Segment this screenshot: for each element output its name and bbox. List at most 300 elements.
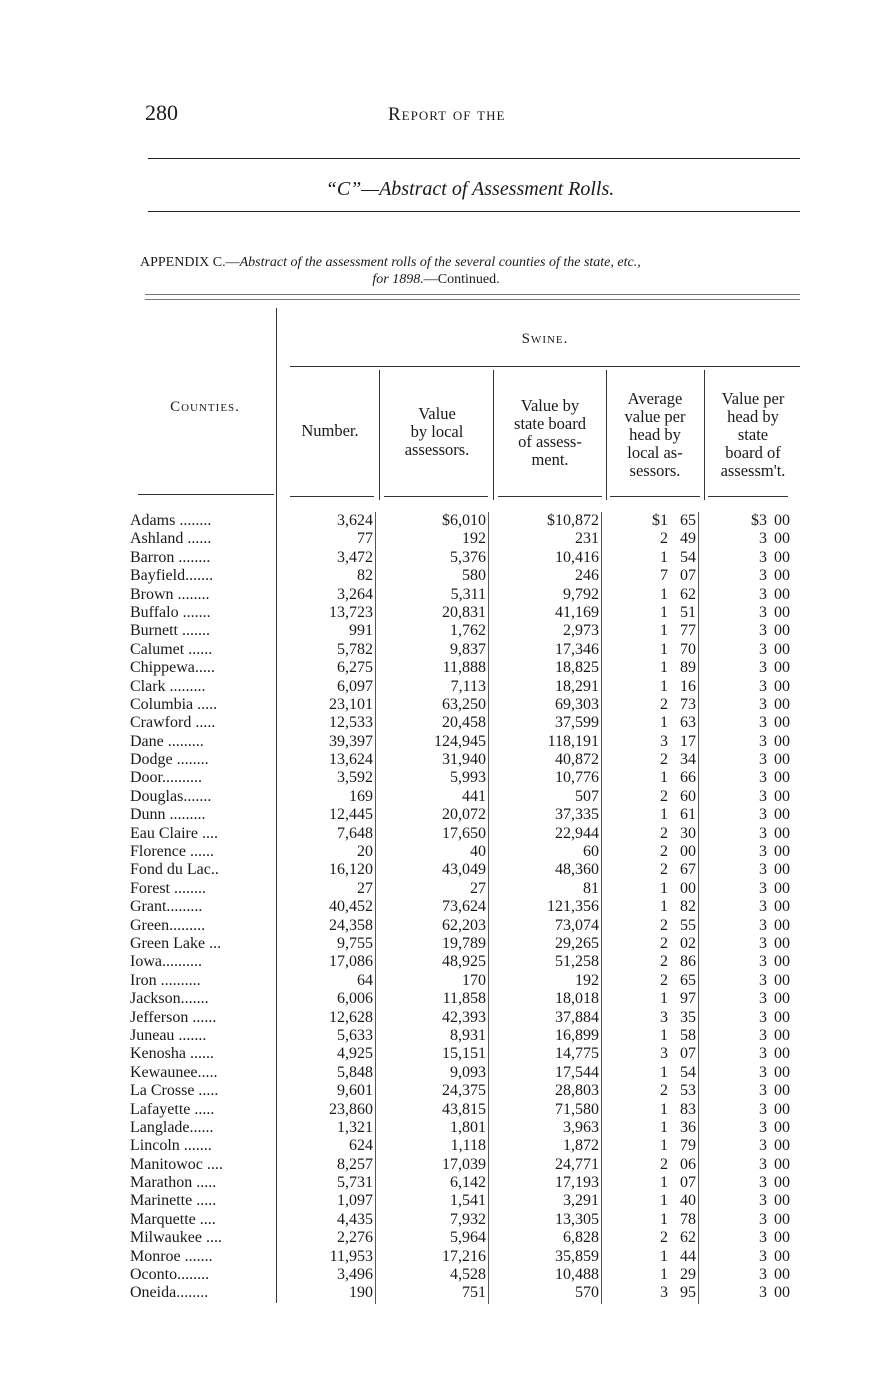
per-head-state-cents: 00 xyxy=(774,769,790,787)
per-head-state-dollars: 3 xyxy=(759,1155,767,1173)
average-local-dollars: 1 xyxy=(660,548,668,566)
value-by-local-assessors: 5,964 xyxy=(450,1229,486,1247)
value-by-state-board: 121,356 xyxy=(547,898,599,916)
value-by-local-assessors: 20,831 xyxy=(442,603,486,621)
page-number: 280 xyxy=(145,100,178,125)
county-name: Adams ........ xyxy=(130,512,212,529)
per-head-state-cents: 00 xyxy=(774,677,790,695)
average-local-cents: 36 xyxy=(680,1118,696,1136)
value-by-local-assessors: 1,541 xyxy=(450,1192,486,1210)
swine-number: 3,624 xyxy=(337,512,373,529)
county-name: Milwaukee .... xyxy=(130,1229,222,1247)
per-head-state-cents: 00 xyxy=(774,787,790,805)
swine-number: 4,435 xyxy=(337,1210,373,1228)
body-rule-avg xyxy=(698,512,699,1304)
average-local-dollars: 1 xyxy=(660,1118,668,1136)
county-name: Marathon ..... xyxy=(130,1174,217,1192)
swine-number: 82 xyxy=(357,567,373,585)
county-name: Monroe ....... xyxy=(130,1247,213,1265)
average-local-dollars: 1 xyxy=(660,1266,668,1284)
value-by-local-assessors: 42,393 xyxy=(442,1008,486,1026)
average-local-cents: 44 xyxy=(680,1247,696,1265)
value-by-state-board: 17,193 xyxy=(555,1174,599,1192)
value-by-state-board: 3,291 xyxy=(563,1192,599,1210)
table-row xyxy=(0,1082,872,1100)
value-by-local-assessors: 73,624 xyxy=(442,898,486,916)
table-row xyxy=(0,1229,872,1247)
col-rule-local xyxy=(493,370,494,500)
per-head-state-cents: 00 xyxy=(774,622,790,640)
per-head-state-cents: 00 xyxy=(774,640,790,658)
swine-number: 64 xyxy=(357,971,373,989)
per-head-state-cents: 00 xyxy=(774,898,790,916)
value-by-state-board: 231 xyxy=(575,530,599,548)
appendix-continued: —Continued. xyxy=(423,272,500,287)
per-head-state-cents: 00 xyxy=(774,1063,790,1081)
per-head-state-dollars: 3 xyxy=(759,971,767,989)
header-line: Value per xyxy=(721,389,785,408)
value-by-local-assessors: 1,801 xyxy=(450,1118,486,1136)
swine-number: 20 xyxy=(357,843,373,861)
value-by-local-assessors: 63,250 xyxy=(442,695,486,713)
average-local-dollars: 2 xyxy=(660,971,668,989)
value-by-state-board: 13,305 xyxy=(555,1210,599,1228)
county-name: Langlade...... xyxy=(130,1118,214,1136)
county-name: Dodge ........ xyxy=(130,751,209,769)
value-by-local-assessors: 580 xyxy=(462,567,486,585)
per-head-state-cents: 00 xyxy=(774,971,790,989)
header-line: of assess- xyxy=(518,432,582,451)
table-row xyxy=(0,512,872,530)
per-head-state-dollars: 3 xyxy=(759,787,767,805)
per-head-state-dollars: 3 xyxy=(759,769,767,787)
counties-column-header: Counties. xyxy=(170,399,240,415)
value-by-state-board: 18,825 xyxy=(555,659,599,677)
value-by-local-assessors: 5,993 xyxy=(450,769,486,787)
per-head-state-cents: 00 xyxy=(774,824,790,842)
average-local-cents: 62 xyxy=(680,585,696,603)
swine-number: 6,275 xyxy=(337,659,373,677)
swine-number: 190 xyxy=(349,1284,373,1302)
table-row xyxy=(0,1192,872,1210)
average-local-cents: 00 xyxy=(680,843,696,861)
table-row xyxy=(0,917,872,935)
average-local-dollars: 3 xyxy=(660,1045,668,1063)
county-name: Marinette ..... xyxy=(130,1192,217,1210)
value-by-local-assessors: 20,458 xyxy=(442,714,486,732)
table-row xyxy=(0,659,872,677)
per-head-state-cents: 00 xyxy=(774,732,790,750)
table-row xyxy=(0,549,872,567)
value-by-state-board: 17,544 xyxy=(555,1063,599,1081)
average-local-cents: 02 xyxy=(680,934,696,952)
county-name: Jefferson ...... xyxy=(130,1008,217,1026)
value-by-state-board: 24,771 xyxy=(555,1155,599,1173)
per-head-state-dollars: 3 xyxy=(759,659,767,677)
table-row xyxy=(0,751,872,769)
county-name: Lincoln ....... xyxy=(130,1137,212,1155)
per-head-state-dollars: 3 xyxy=(759,898,767,916)
average-local-cents: 65 xyxy=(680,512,696,529)
per-head-state-cents: 00 xyxy=(774,659,790,677)
value-by-local-assessors: 751 xyxy=(462,1284,486,1302)
per-head-state-dollars: 3 xyxy=(759,567,767,585)
table-row xyxy=(0,678,872,696)
per-head-state-dollars: 3 xyxy=(759,843,767,861)
per-head-state-cents: 00 xyxy=(774,1174,790,1192)
table-row xyxy=(0,1248,872,1266)
average-local-cents: 89 xyxy=(680,659,696,677)
per-head-state-cents: 00 xyxy=(774,1082,790,1100)
swine-number: 12,533 xyxy=(329,714,373,732)
county-name: Fond du Lac.. xyxy=(130,861,219,879)
county-name: Ashland ...... xyxy=(130,530,212,548)
per-head-state-dollars: 3 xyxy=(759,1229,767,1247)
per-head-state-cents: 00 xyxy=(774,1118,790,1136)
header-line: sessors. xyxy=(629,461,681,480)
county-name: Brown ........ xyxy=(130,585,210,603)
county-name: Oconto........ xyxy=(130,1266,210,1284)
appendix-caption-continued xyxy=(0,272,872,288)
value-by-state-board: 29,265 xyxy=(555,934,599,952)
header-line: local as- xyxy=(627,443,683,462)
header-line: assessors. xyxy=(404,440,470,459)
average-local-dollars: 1 xyxy=(660,622,668,640)
per-head-state-cents: 00 xyxy=(774,1026,790,1044)
value-by-local-assessors: 124,945 xyxy=(434,732,486,750)
per-head-state-dollars: 3 xyxy=(759,990,767,1008)
average-local-cents: 29 xyxy=(680,1266,696,1284)
group-header-rule xyxy=(290,366,800,367)
average-local-cents: 73 xyxy=(680,695,696,713)
counties-header-rule xyxy=(138,494,274,495)
per-head-state-dollars: 3 xyxy=(759,1045,767,1063)
table-row xyxy=(0,880,872,898)
average-local-cents: 67 xyxy=(680,861,696,879)
value-by-local-assessors: 40 xyxy=(470,843,486,861)
average-local-dollars: 2 xyxy=(660,953,668,971)
average-local-cents: 83 xyxy=(680,1100,696,1118)
swine-number: 5,848 xyxy=(337,1063,373,1081)
county-name: La Crosse ..... xyxy=(130,1082,219,1100)
per-head-state-dollars: 3 xyxy=(759,806,767,824)
value-by-state-board: 60 xyxy=(583,843,599,861)
swine-number: 3,496 xyxy=(337,1266,373,1284)
value-by-state-board: 16,899 xyxy=(555,1026,599,1044)
average-local-dollars: $1 xyxy=(652,512,668,529)
per-head-state-dollars: 3 xyxy=(759,603,767,621)
value-by-local-assessors: 17,039 xyxy=(442,1155,486,1173)
county-name: Juneau ....... xyxy=(130,1026,207,1044)
average-local-dollars: 1 xyxy=(660,659,668,677)
county-name: Grant......... xyxy=(130,898,203,916)
swine-number: 11,953 xyxy=(329,1247,373,1265)
swine-number: 8,257 xyxy=(337,1155,373,1173)
average-local-cents: 82 xyxy=(680,898,696,916)
average-local-cents: 95 xyxy=(680,1284,696,1302)
average-local-cents: 53 xyxy=(680,1082,696,1100)
average-local-cents: 40 xyxy=(680,1192,696,1210)
value-by-state-board: 71,580 xyxy=(555,1100,599,1118)
average-local-dollars: 1 xyxy=(660,585,668,603)
value-by-local-assessors: 11,888 xyxy=(442,659,486,677)
header-line: head by xyxy=(629,425,681,444)
table-top-rule-2 xyxy=(145,299,800,300)
per-head-state-cents: 00 xyxy=(774,751,790,769)
header-line: Average xyxy=(627,389,683,408)
average-local-cents: 16 xyxy=(680,677,696,695)
value-by-state-board: 118,191 xyxy=(547,732,599,750)
county-name: Barron ........ xyxy=(130,548,211,566)
average-local-dollars: 1 xyxy=(660,640,668,658)
swine-number: 6,006 xyxy=(337,990,373,1008)
county-name: Douglas....... xyxy=(130,787,212,805)
average-local-dollars: 1 xyxy=(660,1063,668,1081)
value-by-state-board: 73,074 xyxy=(555,916,599,934)
per-head-state-cents: 00 xyxy=(774,879,790,897)
average-local-dollars: 2 xyxy=(660,861,668,879)
value-by-state-board: 570 xyxy=(575,1284,599,1302)
header-line: Value by xyxy=(520,396,580,415)
average-local-dollars: 3 xyxy=(660,1284,668,1302)
table-row xyxy=(0,622,872,640)
section-title: “C”—Abstract of Assessment Rolls. xyxy=(325,178,615,200)
table-row xyxy=(0,990,872,1008)
per-head-state-cents: 00 xyxy=(774,916,790,934)
value-by-local-assessors: 62,203 xyxy=(442,916,486,934)
per-head-state-cents: 00 xyxy=(774,1192,790,1210)
value-by-state-board: 37,884 xyxy=(555,1008,599,1026)
value-by-local-assessors: 1,118 xyxy=(450,1137,486,1155)
table-row xyxy=(0,1101,872,1119)
value-by-local-assessors: 9,093 xyxy=(450,1063,486,1081)
average-local-dollars: 1 xyxy=(660,806,668,824)
county-name: Jackson....... xyxy=(130,990,209,1008)
average-local-cents: 00 xyxy=(680,879,696,897)
value-by-state-board: 10,776 xyxy=(555,769,599,787)
value-by-state-board: 37,599 xyxy=(555,714,599,732)
per-head-state-cents: 00 xyxy=(774,1100,790,1118)
swine-number: 3,592 xyxy=(337,769,373,787)
table-row xyxy=(0,714,872,732)
per-head-state-dollars: 3 xyxy=(759,824,767,842)
header-line: by local xyxy=(410,422,464,441)
average-local-dollars: 1 xyxy=(660,677,668,695)
county-name: Buffalo ....... xyxy=(130,603,211,621)
subheader-rule-per-head xyxy=(708,496,788,497)
average-local-cents: 54 xyxy=(680,548,696,566)
header-line: ment. xyxy=(531,450,569,469)
per-head-state-cents: 00 xyxy=(774,530,790,548)
swine-number: 1,097 xyxy=(337,1192,373,1210)
per-head-state-cents: 00 xyxy=(774,1045,790,1063)
per-head-state-cents: 00 xyxy=(774,695,790,713)
table-row xyxy=(0,843,872,861)
swine-number: 12,445 xyxy=(329,806,373,824)
county-name: Iron .......... xyxy=(130,971,201,989)
per-head-state-cents: 00 xyxy=(774,512,790,529)
table-row xyxy=(0,1284,872,1302)
swine-number: 13,723 xyxy=(329,603,373,621)
value-by-local-assessors: 7,932 xyxy=(450,1210,486,1228)
average-local-dollars: 1 xyxy=(660,898,668,916)
value-by-state-board: 10,488 xyxy=(555,1266,599,1284)
value-by-local-assessors: 27 xyxy=(470,879,486,897)
swine-number: 27 xyxy=(357,879,373,897)
value-by-local-assessors: 4,528 xyxy=(450,1266,486,1284)
per-head-state-dollars: 3 xyxy=(759,1174,767,1192)
swine-number: 16,120 xyxy=(329,861,373,879)
table-row xyxy=(0,769,872,787)
table-row xyxy=(0,1156,872,1174)
per-head-state-cents: 00 xyxy=(774,806,790,824)
value-by-state-board: 81 xyxy=(583,879,599,897)
value-by-local-assessors: 48,925 xyxy=(442,953,486,971)
value-by-state-board: 18,291 xyxy=(555,677,599,695)
average-local-dollars: 1 xyxy=(660,1174,668,1192)
average-local-cents: 78 xyxy=(680,1210,696,1228)
value-by-local-assessors: 6,142 xyxy=(450,1174,486,1192)
value-by-state-board: 1,872 xyxy=(563,1137,599,1155)
average-local-cents: 63 xyxy=(680,714,696,732)
per-head-state-dollars: $3 xyxy=(751,512,767,529)
average-local-dollars: 1 xyxy=(660,603,668,621)
per-head-state-dollars: 3 xyxy=(759,622,767,640)
swine-number: 24,358 xyxy=(329,916,373,934)
average-local-dollars: 1 xyxy=(660,714,668,732)
per-head-state-cents: 00 xyxy=(774,548,790,566)
per-head-state-cents: 00 xyxy=(774,585,790,603)
table-row xyxy=(0,1174,872,1192)
per-head-state-cents: 00 xyxy=(774,1155,790,1173)
swine-number: 12,628 xyxy=(329,1008,373,1026)
value-by-state-board: 246 xyxy=(575,567,599,585)
average-local-dollars: 1 xyxy=(660,1210,668,1228)
average-local-dollars: 3 xyxy=(660,732,668,750)
county-name: Iowa.......... xyxy=(130,953,202,971)
table-row xyxy=(0,825,872,843)
per-head-state-cents: 00 xyxy=(774,843,790,861)
average-local-dollars: 1 xyxy=(660,990,668,1008)
average-local-cents: 70 xyxy=(680,640,696,658)
table-row xyxy=(0,953,872,971)
average-local-cents: 86 xyxy=(680,953,696,971)
number-column-header: Number. xyxy=(301,421,359,440)
average-local-cents: 34 xyxy=(680,751,696,769)
value-by-state-board: 17,346 xyxy=(555,640,599,658)
average-local-dollars: 1 xyxy=(660,879,668,897)
per-head-state-dollars: 3 xyxy=(759,1137,767,1155)
per-head-state-cents: 00 xyxy=(774,934,790,952)
average-local-cents: 35 xyxy=(680,1008,696,1026)
per-head-state-dollars: 3 xyxy=(759,861,767,879)
value-by-local-assessors: 24,375 xyxy=(442,1082,486,1100)
swine-number: 6,097 xyxy=(337,677,373,695)
per-head-state-cents: 00 xyxy=(774,1229,790,1247)
value-by-local-assessors: 15,151 xyxy=(442,1045,486,1063)
value-by-local-assessors: 5,311 xyxy=(450,585,486,603)
per-head-state-dollars: 3 xyxy=(759,751,767,769)
value-by-local-assessors: 192 xyxy=(462,530,486,548)
county-name: Bayfield....... xyxy=(130,567,214,585)
table-row xyxy=(0,604,872,622)
per-head-state-dollars: 3 xyxy=(759,677,767,695)
header-line: board of xyxy=(725,443,781,462)
value-by-local-assessors: 7,113 xyxy=(450,677,486,695)
per-head-state-dollars: 3 xyxy=(759,1082,767,1100)
swine-number: 991 xyxy=(349,622,373,640)
average-local-dollars: 2 xyxy=(660,843,668,861)
average-local-dollars: 2 xyxy=(660,934,668,952)
table-row xyxy=(0,1027,872,1045)
header-line: assessm't. xyxy=(720,461,786,480)
value-by-state-board: 51,258 xyxy=(555,953,599,971)
county-name: Dane ......... xyxy=(130,732,204,750)
county-name: Forest ........ xyxy=(130,879,206,897)
per-head-state-cents: 00 xyxy=(774,1008,790,1026)
value-by-local-assessors: 43,049 xyxy=(442,861,486,879)
table-row xyxy=(0,861,872,879)
average-local-dollars: 3 xyxy=(660,1008,668,1026)
body-rule-local xyxy=(488,512,489,1304)
swine-number: 23,860 xyxy=(329,1100,373,1118)
table-row xyxy=(0,1137,872,1155)
table-row xyxy=(0,1211,872,1229)
swine-number: 9,755 xyxy=(337,934,373,952)
swine-number: 5,782 xyxy=(337,640,373,658)
body-rule-state xyxy=(601,512,602,1304)
county-name: Clark ......... xyxy=(130,677,206,695)
value-by-state-board: 41,169 xyxy=(555,603,599,621)
per-head-state-dollars: 3 xyxy=(759,1210,767,1228)
per-head-state-dollars: 3 xyxy=(759,530,767,548)
value-by-state-board: 3,963 xyxy=(563,1118,599,1136)
header-line: value per xyxy=(624,407,686,426)
value-by-state-board: 18,018 xyxy=(555,990,599,1008)
per-head-state-cents: 00 xyxy=(774,603,790,621)
table-row xyxy=(0,935,872,953)
swine-number: 23,101 xyxy=(329,695,373,713)
per-head-state-dollars: 3 xyxy=(759,879,767,897)
value-by-state-board: $10,872 xyxy=(547,512,599,529)
average-local-cents: 60 xyxy=(680,787,696,805)
value-by-local-assessors: 9,837 xyxy=(450,640,486,658)
table-row xyxy=(0,641,872,659)
value-by-local-assessors: 11,858 xyxy=(442,990,486,1008)
subheader-rule-state xyxy=(498,496,602,497)
per-head-state-dollars: 3 xyxy=(759,1192,767,1210)
value-by-state-board: 10,416 xyxy=(555,548,599,566)
county-name: Marquette .... xyxy=(130,1210,216,1228)
average-local-dollars: 1 xyxy=(660,1137,668,1155)
per-head-state-dollars: 3 xyxy=(759,1026,767,1044)
per-head-state-cents: 00 xyxy=(774,1210,790,1228)
per-head-state-dollars: 3 xyxy=(759,714,767,732)
average-local-dollars: 2 xyxy=(660,695,668,713)
swine-number: 5,633 xyxy=(337,1026,373,1044)
swine-number: 169 xyxy=(349,787,373,805)
per-head-state-cents: 00 xyxy=(774,714,790,732)
col-rule-number xyxy=(379,370,380,500)
average-local-dollars: 2 xyxy=(660,1155,668,1173)
county-name: Kewaunee..... xyxy=(130,1063,218,1081)
county-name: Green Lake ... xyxy=(130,934,222,952)
per-head-state-dollars: 3 xyxy=(759,953,767,971)
value-by-state-board: 507 xyxy=(575,787,599,805)
table-row xyxy=(0,1064,872,1082)
county-name: Florence ...... xyxy=(130,843,214,861)
appendix-description: Abstract of the assessment rolls of the several counties of the state, etc., xyxy=(239,255,641,270)
